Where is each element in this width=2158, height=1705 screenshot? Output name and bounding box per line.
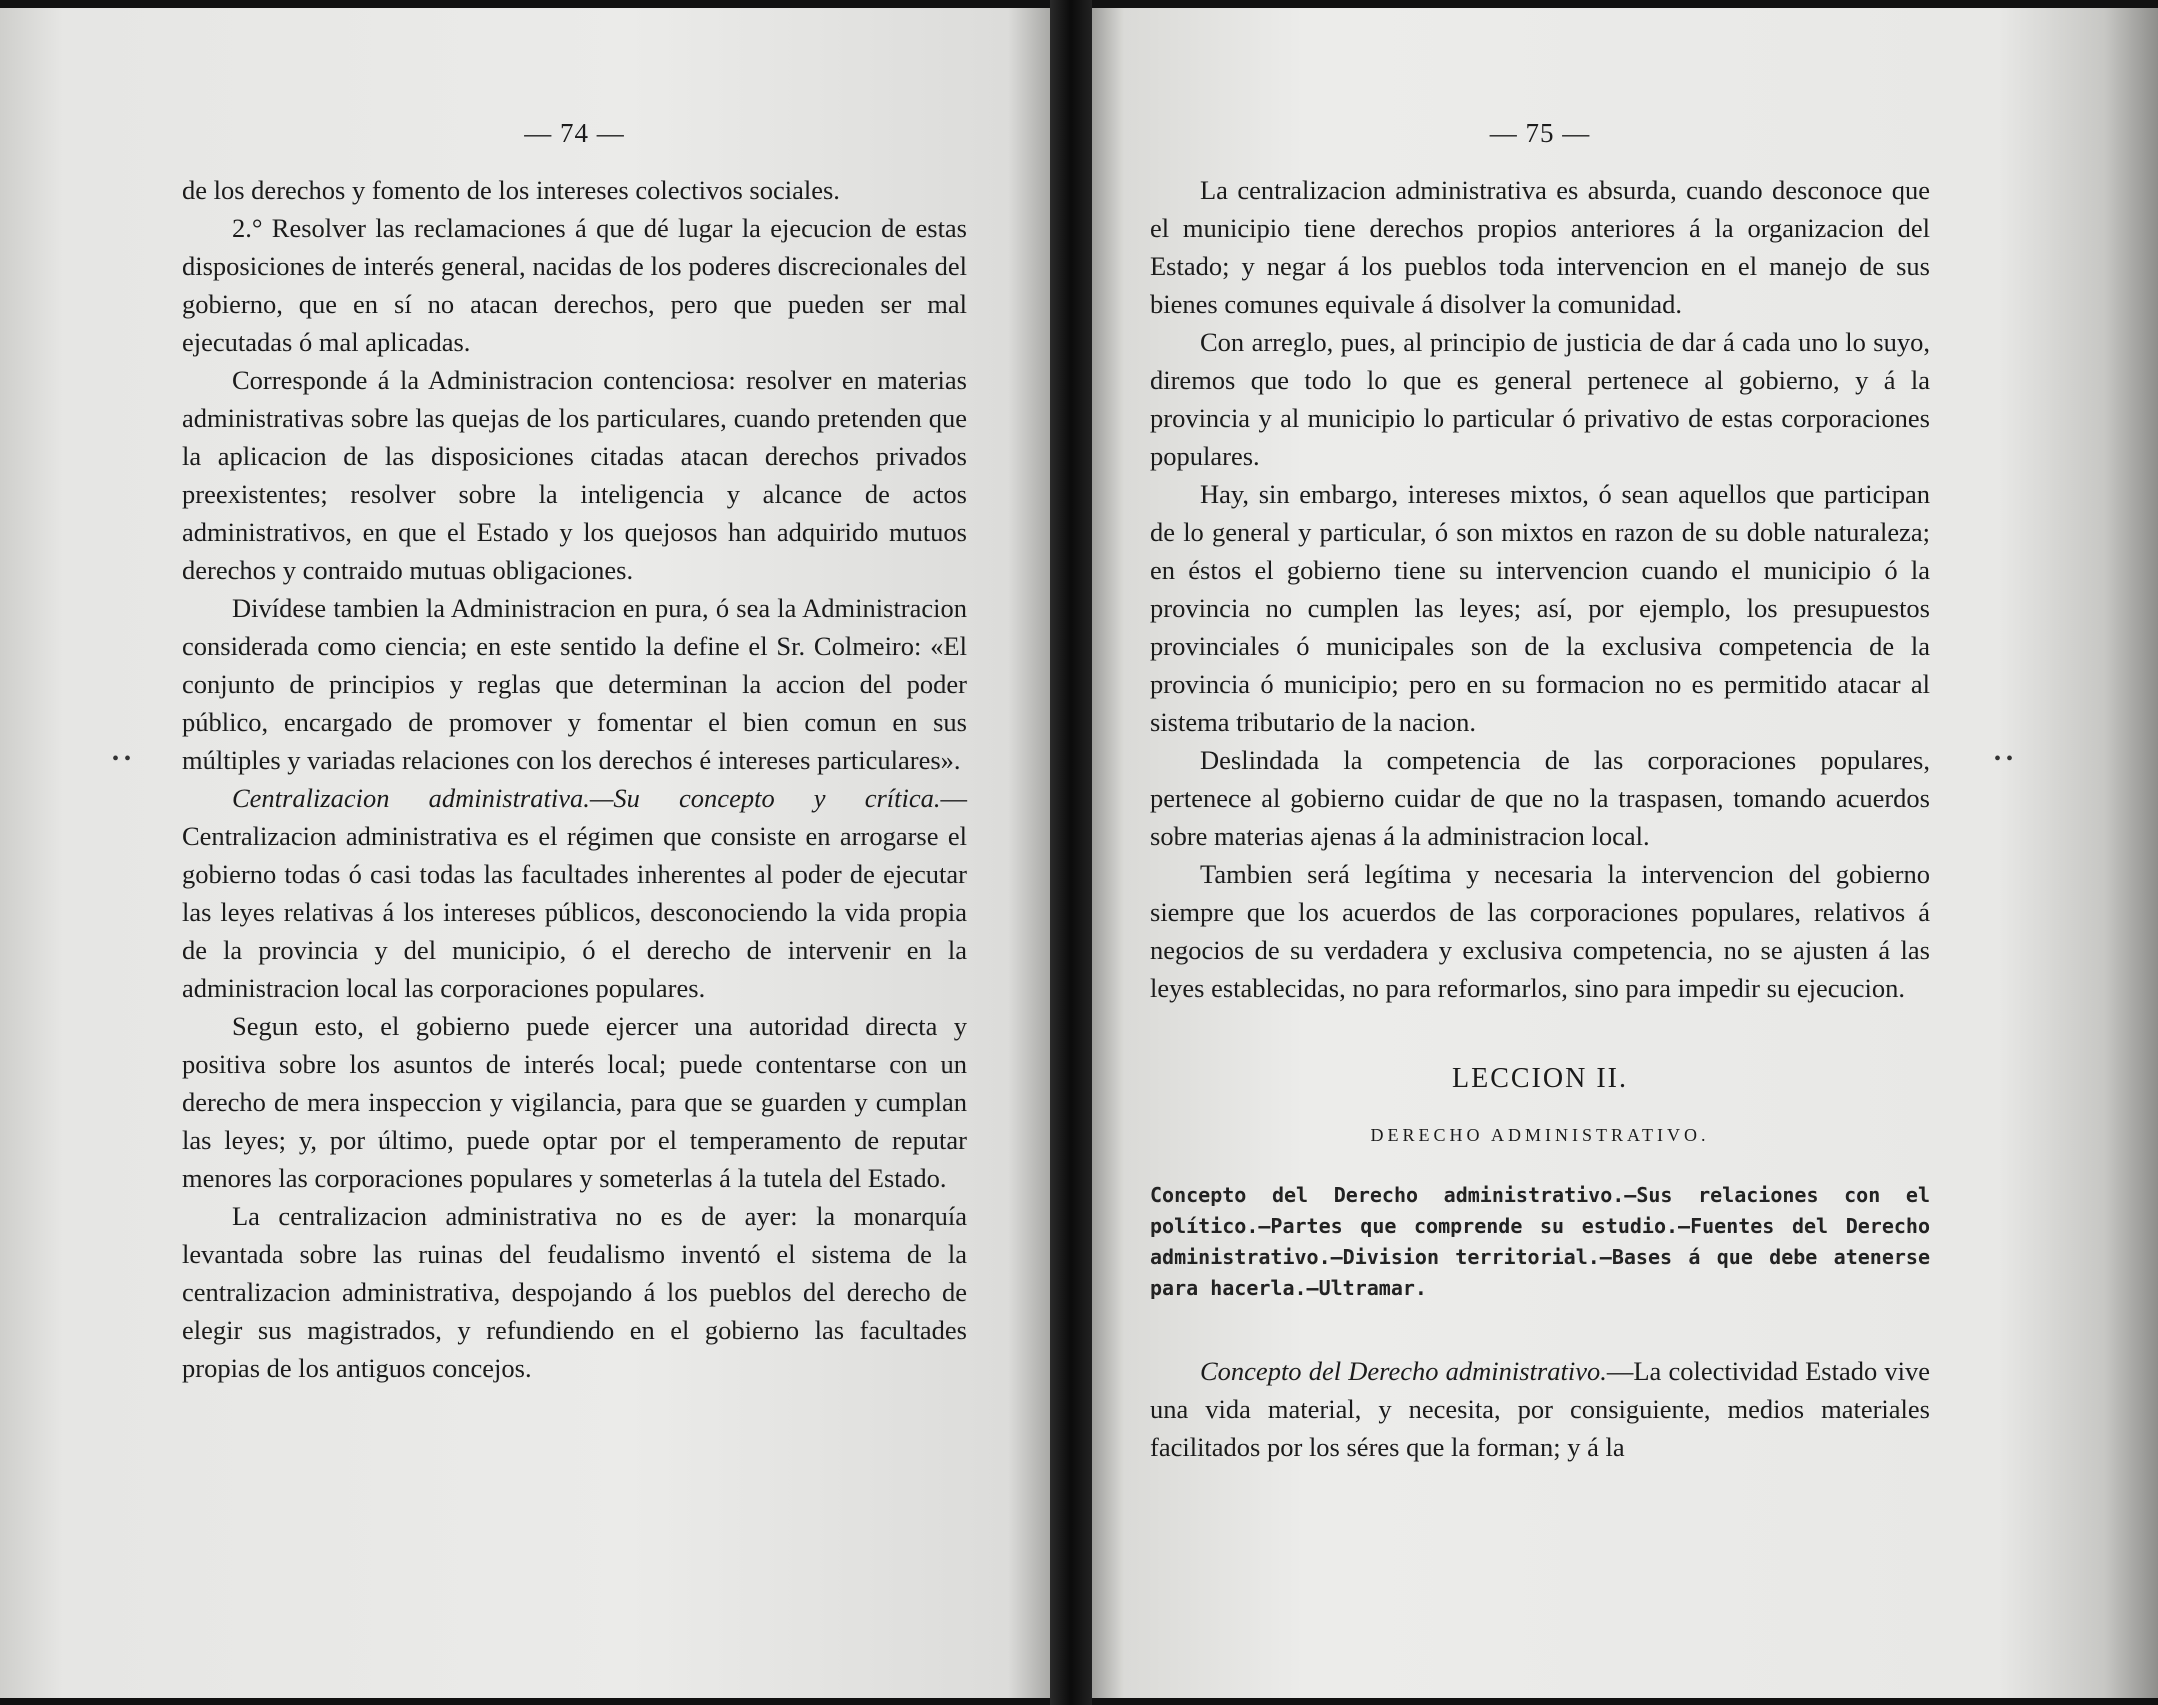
paragraph: La centralizacion administrativa es absurda, cuando desconoce que el municipio tiene derechos propios anteriores á la organizacion del Estado; y negar á los pueblos toda intervencion en el manejo de sus bienes comunes equivale á disolver la comunidad. [1150,175,1930,319]
paragraph: Divídese tambien la Administracion en pura, ó sea la Administracion considerada como ciencia; en este sentido la define el Sr. Colmeiro: «El conjunto de principios y reglas que determinan la accion del poder público, encargado de promover y fomentar el bien comun en sus múltiples y variadas relaciones con los derechos é intereses particulares». [182,593,967,775]
paragraph: Hay, sin embargo, intereses mixtos, ó sean aquellos que participan de lo general y particular, ó son mixtos en razon de su doble naturaleza; en éstos el gobierno tiene su intervencion cuando el municipio ó la provincia no cumplen las leyes; así, por ejemplo, los presupuestos provinciales ó municipales son de la exclusiva competencia de la provincia ó municipio; pero en su formacion no es permitido atacar al sistema tributario de la nacion. [1150,479,1930,737]
lesson-summary: Concepto del Derecho administrativo.—Sus relaciones con el político.—Partes que comprende su estudio.—Fuentes del Derecho administrativo.—Division territorial.—Bases á que debe atenerse para hacerla.—Ultramar. [1150,1183,1930,1300]
paragraph: de los derechos y fomento de los intereses colectivos sociales. [182,175,840,205]
right-page [1092,8,2158,1698]
margin-mark: • • [1994,748,2014,770]
paragraph: Corresponde á la Administracion contenciosa: resolver en materias administrativas sobre las quejas de los particulares, cuando pretenden que la aplicacion de las disposiciones citadas atacan derechos privados preexistentes; resolver sobre la inteligencia y alcance de actos administrativos, en que el Estado y los quejosos han adquirido mutuos derechos y contraido mutuas obligaciones. [182,365,967,585]
book-spine [1050,0,1092,1705]
section-heading: Concepto del Derecho administrativo. [1200,1356,1607,1386]
paragraph: La centralizacion administrativa no es de ayer: la monarquía levantada sobre las ruinas del feudalismo inventó el sistema de la centralizacion administrativa, despojando á los pueblos del derecho de elegir sus magistrados, y refundiendo en el gobierno las facultades propias de los antiguos concejos. [182,1201,967,1383]
right-page-content [1150,118,1930,1466]
section-heading: Centralizacion administrativa.—Su concepto y crítica. [232,783,941,813]
margin-mark: • • [112,748,132,770]
paragraph: 2.° Resolver las reclamaciones á que dé lugar la ejecucion de estas disposiciones de interés general, nacidas de los poderes discrecionales del gobierno, que en sí no atacan derechos, pero que pueden ser mal ejecutadas ó mal aplicadas. [182,213,967,357]
paragraph [1150,1352,1930,1466]
paragraph [182,779,967,1007]
paragraph: Con arreglo, pues, al principio de justicia de dar á cada uno lo suyo, diremos que todo lo que es general pertenece al gobierno, y á la provincia y al municipio lo particular ó privativo de estas corporaciones populares. [1150,327,1930,471]
page-number-left: — 74 — [524,118,625,148]
left-page-content [182,118,967,1387]
left-page [0,8,1050,1698]
paragraph: Tambien será legítima y necesaria la intervencion del gobierno siempre que los acuerdos de las corporaciones populares, relativos á negocios de su verdadera y exclusiva competencia, no se ajusten á las leyes establecidas, no para reformarlos, sino para impedir su ejecucion. [1150,859,1930,1003]
page-number-right: — 75 — [1489,118,1591,148]
paragraph: Deslindada la competencia de las corporaciones populares, pertenece al gobierno cuidar de que no la traspasen, tomando acuerdos sobre materias ajenas á la administracion local. [1150,745,1930,851]
paragraph: Segun esto, el gobierno puede ejercer una autoridad directa y positiva sobre los asuntos de interés local; puede contentarse con un derecho de mera inspeccion y vigilancia, para que se guarden y cumplan las leyes; y, por último, puede optar por el temperamento de reputar menores las corporaciones populares y someterlas á la tutela del Estado. [182,1011,967,1193]
lesson-title: LECCION II. [1452,1063,1628,1094]
paragraph-text: —La colectividad Estado vive una vida material, y necesita, por consiguiente, medios materiales facilitados por los séres que la forman; y á la [1150,1356,1931,1462]
paragraph-text: —Centralizacion administrativa es el régimen que consiste en arrogarse el gobierno todas ó casi todas las facultades inherentes al poder de ejecutar las leyes relativas á los intereses públicos, desconociendo la vida propia de la provincia y del municipio, ó el derecho de intervenir en la administracion local las corporaciones populares. [182,783,967,1003]
subject-title: DERECHO ADMINISTRATIVO. [1370,1125,1710,1145]
